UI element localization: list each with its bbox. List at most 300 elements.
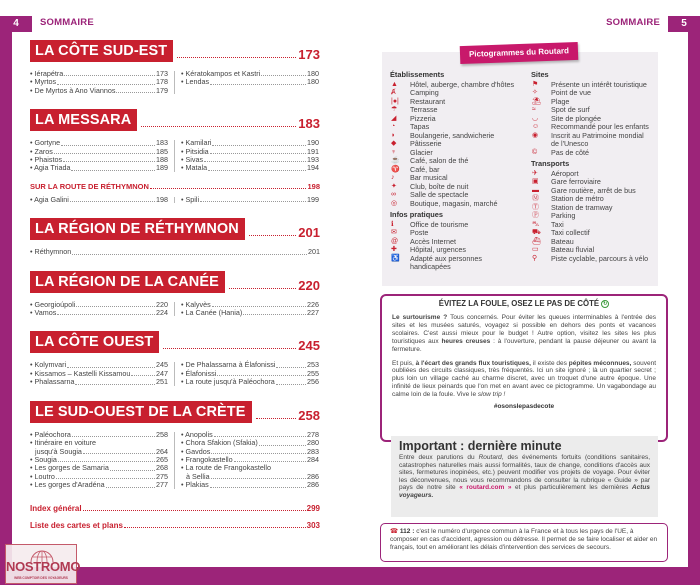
end-link-label: Index général	[30, 503, 82, 513]
dot-leader	[67, 361, 155, 367]
pizza-icon: ◢	[391, 114, 397, 122]
pictogram-label: Camping	[410, 88, 439, 97]
toc-entry-label: • Kolymvari	[30, 360, 67, 370]
toc-entry-page: 247	[156, 368, 168, 378]
toc-column	[30, 301, 168, 318]
theatre-icon: ∞	[391, 191, 396, 198]
table-of-contents	[30, 40, 320, 538]
toc-entry-page: 189	[156, 163, 168, 173]
pictogram-label: Boutique, magasin, marché	[410, 198, 498, 208]
dot-leader	[249, 235, 296, 236]
toc-entry[interactable]	[30, 248, 320, 256]
dot-leader	[212, 301, 306, 307]
toc-entry-page: 255	[307, 368, 319, 378]
section-title: LE SUD-OUEST DE LA CRÈTE	[30, 401, 252, 423]
toc-end-link[interactable]	[30, 521, 320, 530]
section-title: LA MESSARA	[30, 109, 137, 131]
toc-entry-label: • Kératokampos et Kastri	[181, 69, 261, 78]
bar-icon: ♈	[391, 165, 400, 173]
toc-entries	[30, 70, 320, 95]
toc-entry[interactable]	[181, 378, 319, 386]
toc-entry-page: 188	[156, 155, 168, 165]
dot-leader	[83, 504, 306, 511]
toc-entry-label: • La Canée (Hania)	[181, 308, 243, 318]
emergency-number: 112 :	[399, 528, 415, 535]
post-icon: ✉	[391, 229, 397, 236]
pictogram-item	[531, 255, 661, 264]
pictogram-label: Station de tramway	[551, 202, 613, 212]
toc-entry-page: 268	[156, 463, 168, 473]
dot-leader	[83, 448, 155, 454]
dot-leader	[63, 156, 155, 162]
pictogram-category: Établissements	[390, 70, 445, 79]
toc-entry-label: • De Myrtos à Ano Viannos	[30, 85, 116, 95]
beach-icon: ⛱	[532, 97, 541, 105]
toc-entry[interactable]	[30, 87, 168, 95]
toc-entry-label: • Sivas	[181, 155, 204, 165]
toc-entry-page: 258	[156, 429, 168, 439]
dot-leader	[200, 196, 306, 202]
dot-leader	[71, 164, 155, 170]
toc-column	[30, 431, 168, 490]
toc-entry-label: • Zaros	[30, 146, 53, 156]
toc-section-heading[interactable]	[30, 109, 320, 131]
toc-entry-page: 199	[307, 194, 319, 204]
toc-entry-page: 284	[307, 454, 319, 464]
dot-leader	[116, 87, 155, 93]
dot-leader	[131, 370, 155, 376]
pictogram-label: Taxi collectif	[551, 228, 590, 237]
toc-entry-page: 185	[156, 146, 168, 156]
section-title: LA CÔTE OUEST	[30, 331, 159, 353]
toc-entry-label: • Les gorges de Samaria	[30, 463, 109, 473]
pictogram-label: Parking	[551, 211, 576, 220]
toc-entry-label: • La route jusqu'à Paléochora	[181, 377, 275, 387]
dot-leader	[276, 361, 306, 367]
avoid-crowds-paragraph-1: Le surtourisme ? Tous concernés. Pour éviter les queues interminables à l'entrée des sites et les musées saturés, voyagez si possible en dehors des ponts et vacances scolaires. C'est aussi mieux pour le budget ! Autre option, visitez les sites les plus touristiques aux heures creuses : à l'ouverture, pendant la pause déjeuner ou avant la fermeture.	[392, 314, 657, 353]
pictogram-label: Bar musical	[410, 173, 448, 182]
toc-entries	[30, 361, 320, 386]
toc-column	[30, 196, 168, 204]
dot-leader	[141, 126, 296, 127]
toc-entry-label: • Vamos	[30, 308, 57, 318]
toc-entry-page: 286	[307, 480, 319, 490]
train-icon: ▣	[532, 178, 539, 185]
dot-leader	[57, 309, 155, 315]
section-page: 220	[298, 277, 320, 293]
nostromo-watermark	[5, 544, 81, 584]
toc-entry-label: • Agia Galini	[30, 194, 69, 204]
toc-entry[interactable]	[30, 309, 168, 317]
column-divider	[174, 362, 175, 385]
pictogram-category: Transports	[531, 159, 570, 168]
pictogram-label: Site de plongée	[551, 113, 601, 123]
section-page: 258	[298, 407, 320, 423]
dot-leader	[61, 139, 155, 145]
toc-entry-label: • Kissamos – Kastelli Kissamou	[30, 368, 131, 378]
toc-entry-label: • Matala	[181, 163, 208, 173]
off-the-beaten-path-icon: ↻	[603, 301, 608, 307]
pictogram-label: Gare ferroviaire	[551, 177, 601, 186]
toc-entry-page: 227	[307, 308, 319, 318]
toc-entry-label: • Agia Triada	[30, 163, 71, 173]
toc-entry-label: • Phalassarna	[30, 377, 75, 387]
continuation-spacer	[390, 263, 410, 272]
toc-section-heading[interactable]	[30, 331, 320, 353]
toc-column	[181, 70, 319, 95]
shop-icon: ◎	[391, 199, 398, 207]
toc-entry-label: • Chora Sfakion (Sfakia)	[181, 438, 258, 448]
dot-leader	[211, 473, 306, 479]
toc-column	[30, 361, 168, 386]
airport-icon: ✈	[532, 169, 538, 177]
section-page: 173	[298, 47, 320, 62]
left-running-head: SOMMAIRE	[40, 17, 94, 28]
end-link-label: Liste des cartes et plans	[30, 520, 123, 530]
dot-leader	[204, 156, 306, 162]
emergency-number-box	[380, 523, 668, 562]
toc-entry-page: 179	[156, 85, 168, 95]
unesco-icon: ◉	[532, 131, 539, 139]
column-divider	[174, 432, 175, 489]
section-page: 245	[298, 338, 320, 354]
toc-entry-label: • Iérapétra	[30, 69, 64, 78]
dot-leader	[58, 456, 155, 462]
emergency-text: c'est le numéro d'urgence commun à la France et à tous les pays de l'UE, à composer en cas d'accident, agression ou détresse. Il permet de se faire localiser et aider en français, tout en améliorant les délais d'intervention des services de secours.	[390, 528, 658, 551]
toc-section-heading[interactable]	[30, 40, 320, 62]
dot-leader	[259, 439, 306, 445]
accessible-icon: ♿	[391, 254, 400, 262]
pictogram-item	[390, 200, 540, 209]
toc-entry-label: • Élafonissi	[181, 368, 217, 378]
column-divider	[174, 71, 175, 94]
toc-entry-label: • Lendas	[181, 77, 210, 87]
ice-cream-icon: ♆	[391, 148, 397, 156]
section-title: LA RÉGION DE RÉTHYMNON	[30, 218, 245, 240]
toc-entry-page: 251	[156, 377, 168, 387]
bike-icon: ⚲	[532, 254, 538, 262]
toc-entry-page: 253	[307, 360, 319, 370]
pictogram-label: de l'Unesco	[551, 139, 589, 148]
toc-entry-page: 277	[156, 480, 168, 490]
watermark-name: NOSTROMO	[6, 559, 81, 574]
dot-leader	[214, 431, 306, 437]
pastry-icon: ◆	[391, 140, 397, 147]
bakery-icon: ◗	[391, 131, 396, 139]
toc-end-link[interactable]	[30, 504, 320, 513]
toc-section-heading[interactable]	[30, 271, 320, 293]
toc-entry-page: 183	[156, 138, 168, 148]
toc-entry-label: à Sellia	[186, 471, 210, 481]
toc-entry-page: 198	[156, 194, 168, 204]
dot-leader	[208, 164, 306, 170]
taxi-icon: ⛍	[532, 220, 540, 228]
pictogram-label: Terrasse	[410, 105, 438, 114]
dot-leader	[210, 78, 306, 84]
left-page-number: 4	[0, 16, 32, 32]
dot-leader	[276, 378, 306, 384]
pictograms-right-column	[531, 71, 661, 263]
club-icon: ✦	[391, 182, 397, 190]
toc-entry-page: 245	[156, 360, 168, 370]
subsection-title: SUR LA ROUTE DE RÉTHYMNON	[30, 181, 149, 191]
dot-leader	[177, 57, 296, 58]
toc-entry-label: • Les gorges d'Aradéna	[30, 480, 105, 490]
dot-leader	[72, 431, 155, 437]
toc-entry[interactable]	[181, 309, 319, 317]
dot-leader	[256, 418, 297, 419]
dot-leader	[106, 481, 155, 487]
dot-leader	[243, 309, 306, 315]
last-minute-box	[391, 436, 658, 517]
toc-entry-page: 191	[307, 146, 319, 156]
phone-icon: ☎	[390, 528, 399, 535]
right-page-number: 5	[668, 16, 700, 32]
toc-entry-label: • Pitsidia	[181, 146, 209, 156]
pictogram-category: Infos pratiques	[390, 210, 443, 219]
toc-entry-page: 180	[307, 77, 319, 87]
toc-entry[interactable]	[181, 196, 319, 204]
hashtag: #osonslepasdecote	[493, 403, 555, 411]
toc-entry-label: • Anopolis	[181, 429, 213, 439]
column-divider	[174, 302, 175, 317]
pictogram-category: Sites	[531, 70, 549, 79]
dot-leader	[211, 448, 306, 454]
pictogram-item	[531, 149, 661, 158]
pictogram-label: Aéroport	[551, 168, 579, 178]
pictogram-label: Salle de spectacle	[410, 190, 469, 199]
avoid-crowds-box	[380, 294, 668, 442]
pictogram-label: Poste	[410, 228, 429, 237]
dot-leader	[72, 248, 307, 254]
hotel-icon: ▲	[391, 80, 398, 88]
toc-entry-page: 280	[307, 438, 319, 448]
toc-entry-label: • Paléochora	[30, 429, 71, 439]
pictogram-label: Point de vue	[551, 88, 591, 97]
dot-leader	[261, 70, 306, 76]
pictogram-label: Inscrit au Patrimoine mondial	[551, 130, 644, 140]
bottom-frame-band	[0, 567, 700, 585]
pictogram-label: Accès Internet	[410, 236, 456, 246]
tapas-icon: ◔	[391, 123, 396, 130]
dot-leader	[57, 78, 155, 84]
music-icon: ♪	[391, 174, 395, 181]
toc-entries	[30, 431, 320, 490]
toc-column	[181, 431, 319, 490]
section-page: 183	[298, 116, 320, 132]
last-minute-title: Important : dernière minute	[399, 439, 562, 453]
pictogram-label: Club, boîte de nuit	[410, 181, 469, 191]
diving-icon: ◡	[532, 114, 539, 122]
dot-leader	[64, 70, 155, 76]
toc-column	[181, 301, 319, 318]
pictogram-label: Office de tourisme	[410, 219, 469, 229]
tourist-office-icon: ℹ	[391, 220, 394, 228]
dot-leader	[76, 301, 155, 307]
internet-icon: @	[391, 237, 399, 245]
toc-entry-label: jusqu'à Sougia	[35, 446, 82, 456]
parking-icon: Ⓟ	[532, 212, 539, 219]
pictogram-label: Pizzeria	[410, 113, 436, 123]
toc-entry-page: 178	[156, 77, 168, 87]
pictogram-label: Glacier	[410, 147, 433, 157]
toc-entry-label: • Plakias	[181, 480, 209, 490]
dot-leader	[163, 348, 296, 349]
left-page-frame-bar	[0, 16, 12, 585]
dot-leader	[229, 288, 296, 289]
dot-leader	[212, 139, 306, 145]
column-divider	[174, 140, 175, 172]
children-icon: ☺	[532, 123, 540, 130]
dot-leader	[234, 456, 306, 462]
pictogram-label: Station de métro	[551, 194, 604, 203]
toc-entries	[30, 248, 320, 256]
pictograms-title: Pictogrammes du Routard	[460, 42, 579, 64]
toc-entry-page: 226	[307, 299, 319, 309]
toc-entry[interactable]	[181, 164, 319, 172]
toc-entry-label: • Sougia	[30, 454, 57, 464]
dot-leader	[150, 182, 307, 189]
pictogram-item	[390, 263, 540, 272]
subsection-page: 198	[307, 181, 320, 191]
tea-icon: ☕	[391, 157, 400, 164]
toc-entry[interactable]	[30, 378, 168, 386]
pictogram-label: Pas de côté	[551, 147, 589, 157]
pictograms-left-column	[390, 71, 540, 272]
toc-entry-page: 265	[156, 454, 168, 464]
toc-entry-page: 194	[307, 163, 319, 173]
pictogram-label: Spot de surf	[551, 105, 590, 114]
toc-entry-label: • Frangokastello	[181, 454, 233, 464]
boat-icon: ⛴	[532, 237, 541, 245]
toc-entry-page: 190	[307, 138, 319, 148]
avoid-crowds-paragraph-2: Et puis, à l'écart des grands flux touristiques, il existe des pépites méconnues, souvent oubliées des circuits classiques, très fréquentés. Ici un site ignoré ; là un quartier secret ; plus loin un village caché au charme discret, avec un troquet d'une autre époque. Une infinité de lieux peinards que l'on met en avant avec ce pictogramme. Un vagabondage au calme loin de la foule. Vive le slow trip !	[392, 359, 656, 399]
toc-entry-label: • Kalyvès	[181, 299, 211, 309]
pictogram-label: Piste cyclable, parcours à vélo	[551, 253, 649, 263]
toc-entry-label: • Georgioúpoli	[30, 299, 76, 309]
pictogram-label: Boulangerie, sandwicherie	[410, 130, 495, 140]
bus-icon: ▬	[532, 186, 539, 194]
dot-leader	[124, 521, 306, 528]
pictogram-label: Adapté aux personnes	[410, 253, 482, 263]
toc-section-heading[interactable]	[30, 218, 320, 240]
pictogram-label: Présente un intérêt touristique	[551, 79, 647, 89]
section-title: LA CÔTE SUD-EST	[30, 40, 173, 62]
toc-entry-page: 286	[307, 471, 319, 481]
watermark-tagline: WEB COMPTOIR DES VOYAGEURS	[14, 576, 68, 580]
tram-icon: Ⓣ	[532, 203, 539, 211]
toc-column	[181, 139, 319, 173]
toc-entry[interactable]	[181, 481, 319, 489]
pictogram-label: Bateau fluvial	[551, 245, 595, 254]
toc-entries	[30, 196, 320, 204]
toc-entry-label: • Itinéraire en voiture	[30, 438, 97, 448]
pictogram-label: Hôtel, auberge, chambre d'hôtes	[410, 79, 515, 89]
toc-entry-page: 264	[156, 446, 168, 456]
routard-link[interactable]: « routard.com »	[459, 484, 512, 492]
restaurant-icon: |●|	[391, 97, 399, 105]
toc-entry-label: • Phaistos	[30, 155, 63, 165]
toc-column	[30, 139, 168, 173]
toc-entries	[30, 139, 320, 173]
dot-leader	[75, 378, 155, 384]
surf-icon: ≈	[532, 106, 536, 113]
toc-entry[interactable]	[30, 164, 168, 172]
toc-entry[interactable]	[30, 196, 168, 204]
toc-entry-page: 220	[156, 299, 168, 309]
toc-entry-page: 275	[156, 471, 168, 481]
pictogram-label: Hôpital, urgences	[410, 245, 466, 254]
toc-entry-page: 256	[307, 377, 319, 387]
column-divider	[174, 197, 175, 203]
toc-section-heading[interactable]	[30, 401, 320, 423]
toc-entry-page: 180	[307, 69, 319, 78]
section-title: LA RÉGION DE LA CANÉE	[30, 271, 225, 293]
river-boat-icon: ▭	[532, 246, 539, 253]
toc-entry[interactable]	[181, 78, 319, 86]
dot-leader	[210, 148, 306, 154]
toc-column	[181, 361, 319, 386]
toc-entry-label: • La route de Frangokastello	[181, 463, 272, 473]
toc-entry-label: • Gortyne	[30, 138, 61, 148]
viewpoint-icon: ✧	[532, 89, 538, 96]
toc-entry-page: 201	[308, 247, 320, 257]
pictogram-label: Restaurant	[410, 96, 446, 106]
right-page-frame-bar	[688, 16, 700, 585]
dot-leader	[70, 196, 155, 202]
avoid-crowds-title: ÉVITEZ LA FOULE, OSEZ LE PAS DE CÔTÉ ↻	[438, 299, 608, 309]
toc-entry-label: • Gavdos	[181, 446, 211, 456]
toc-column	[181, 196, 319, 204]
last-minute-text: Entre deux parutions du Routard, des événements fortuits (conditions sanitaires, catastrophes naturelles mais aussi formalités, taux de change, conditions d'accès aux sites, fermetures inopinées, etc.) peuvent modifier vos projets de voyage. Pour éviter les déconvenues, nous vous recommandons de consulter la rubrique « Guide » par pays de notre site « routard.com » et plus particulièrement les dernières Actus voyageurs.	[399, 454, 650, 499]
shared-taxi-icon: ⛟	[532, 229, 541, 236]
pictogram-label: Taxi	[551, 219, 564, 229]
toc-entry-label: • Kamilari	[181, 138, 212, 148]
pictogram-label: Bateau	[551, 236, 574, 246]
hospital-icon: ✚	[391, 246, 397, 253]
pictogram-label: Recommandé pour les enfants	[551, 122, 649, 131]
end-link-page: 303	[306, 520, 320, 530]
toc-entry-page: 173	[156, 69, 168, 78]
toc-entry-label: • De Phalassarna à Élafonissi	[181, 360, 276, 370]
off-the-beaten-path-icon: ©	[532, 148, 538, 156]
toc-subsection-heading[interactable]	[30, 182, 320, 191]
pictogram-label: Café, bar	[410, 164, 440, 174]
pictogram-label: Gare routière, arrêt de bus	[551, 185, 636, 195]
tourist-interest-icon: ⚑	[532, 80, 539, 88]
toc-entries	[30, 301, 320, 318]
toc-entry-page: 224	[156, 308, 168, 318]
dot-leader	[110, 464, 155, 470]
toc-entry[interactable]	[30, 481, 168, 489]
toc-entry-page: 193	[307, 155, 319, 165]
toc-column	[30, 70, 168, 95]
dot-leader	[54, 148, 155, 154]
toc-entry-label: • Loutro	[30, 471, 55, 481]
pictogram-label: Café, salon de thé	[410, 156, 469, 165]
continuation-spacer	[531, 140, 551, 149]
toc-entry-label: • Réthymnon	[30, 247, 72, 257]
end-link-page: 299	[306, 503, 320, 513]
camping-icon: Ⱥ	[391, 89, 396, 96]
pictogram-label: handicapées	[410, 262, 451, 271]
dot-leader	[210, 481, 306, 487]
pictogram-label: Pâtisserie	[410, 139, 442, 148]
toc-entry-label: • Spili	[181, 194, 200, 204]
metro-icon: Ⓜ	[532, 195, 539, 202]
right-running-head: SOMMAIRE	[606, 17, 660, 28]
toc-entry-page: 278	[307, 429, 319, 439]
